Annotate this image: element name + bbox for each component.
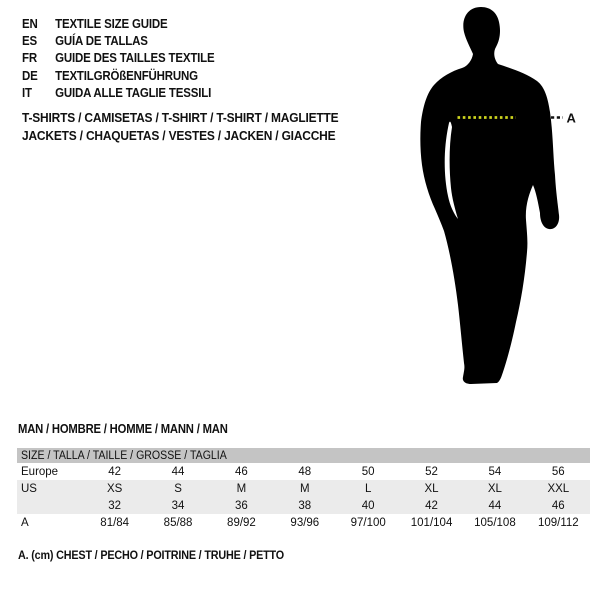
size-cell: 42	[108, 465, 122, 478]
language-code: FR	[22, 51, 37, 66]
row-label: A	[21, 516, 29, 529]
language-code: ES	[22, 33, 37, 48]
size-cell: XS	[107, 482, 123, 495]
language-code: EN	[22, 16, 38, 31]
size-cell: XXL	[547, 482, 570, 495]
size-cell: 44	[171, 465, 185, 478]
size-cell: XL	[487, 482, 502, 495]
language-title: GUIDA ALLE TAGLIE TESSILI	[55, 85, 212, 100]
table-row-chest-cm	[17, 514, 590, 531]
measure-label-a: A	[566, 110, 576, 126]
size-cell: S	[174, 482, 182, 495]
size-cell: 36	[235, 499, 248, 512]
category-line-tshirts: T-SHIRTS / CAMISETAS / T-SHIRT / T-SHIRT / MAGLIETTE	[22, 110, 339, 125]
size-cell: 34	[171, 499, 185, 512]
language-title: TEXTILE SIZE GUIDE	[55, 16, 168, 31]
list-item	[22, 50, 215, 67]
size-cell: 38	[298, 499, 312, 512]
language-title: GUIDE DES TAILLES TEXTILE	[55, 51, 215, 66]
gender-heading: MAN / HOMBRE / HOMME / MANN / MAN	[18, 422, 228, 436]
table-row-us	[17, 480, 590, 497]
size-cell: 46	[235, 465, 248, 478]
size-cell: 109/112	[537, 516, 579, 529]
man-silhouette-figure	[415, 0, 578, 400]
size-cell: 52	[425, 465, 438, 478]
language-title: GUÍA DE TALLAS	[55, 33, 148, 48]
language-code: DE	[22, 68, 38, 83]
size-cell: 50	[361, 465, 375, 478]
language-code: IT	[22, 85, 32, 100]
size-table-header-label: SIZE / TALLA / TAILLE / GRÖSSE / TAGLIA	[21, 449, 227, 462]
size-cell: 97/100	[350, 516, 386, 529]
size-cell: 56	[551, 465, 565, 478]
size-cell: M	[300, 482, 310, 495]
size-cell: 54	[488, 465, 502, 478]
list-item	[22, 32, 215, 49]
language-title: TEXTILGRÖßENFÜHRUNG	[55, 68, 198, 83]
size-cell: 32	[108, 499, 122, 512]
size-cell: 105/108	[474, 516, 516, 529]
size-cell: 81/84	[100, 516, 130, 529]
size-cell: 42	[425, 499, 438, 512]
size-cell: L	[364, 482, 372, 495]
size-cell: 46	[551, 499, 565, 512]
size-cell: 89/92	[227, 516, 256, 529]
table-row-europe	[17, 463, 590, 480]
language-list	[22, 15, 215, 101]
category-list	[22, 109, 338, 145]
category-line-jackets: JACKETS / CHAQUETAS / VESTES / JACKEN / GIACCHE	[22, 128, 336, 143]
table-row-numeric	[17, 497, 590, 514]
size-cell: 48	[298, 465, 312, 478]
size-table-header	[17, 448, 590, 463]
size-cell: 101/104	[410, 516, 453, 529]
list-item	[22, 15, 215, 32]
size-cell: 44	[488, 499, 502, 512]
size-cell: 85/88	[163, 516, 193, 529]
size-cell: 40	[361, 499, 375, 512]
size-table	[17, 448, 590, 531]
measurement-footnote: A. (cm) CHEST / PECHO / POITRINE / TRUHE / PETTO	[18, 548, 284, 562]
list-item	[22, 67, 215, 84]
list-item	[22, 84, 215, 101]
row-label: US	[21, 482, 37, 495]
row-label: Europe	[21, 465, 59, 478]
size-cell: M	[236, 482, 247, 495]
size-cell: XL	[424, 482, 439, 495]
man-silhouette	[420, 7, 559, 384]
size-cell: 93/96	[290, 516, 320, 529]
